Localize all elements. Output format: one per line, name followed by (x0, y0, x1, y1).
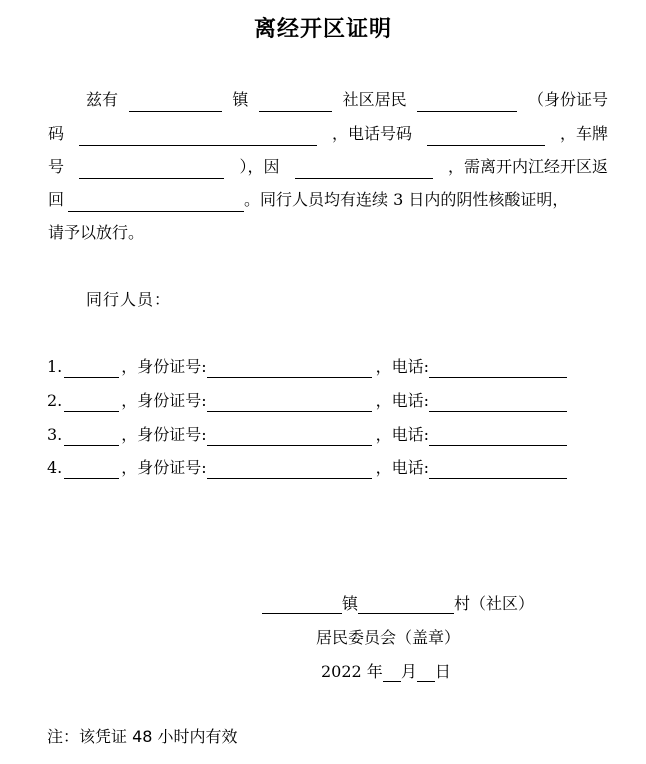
signature-town-blank (262, 596, 342, 614)
phone-label: ，电话: (375, 425, 430, 444)
plate-blank (79, 159, 224, 179)
companion-name-blank (64, 461, 119, 479)
text-resident: 社区居民 (342, 90, 407, 109)
companion-row (47, 390, 567, 412)
companions-heading: 同行人员： (86, 290, 172, 309)
destination-blank (68, 192, 244, 212)
text-zi-you: 兹有 (86, 90, 119, 109)
text-plate-label: ，车牌 (559, 124, 608, 143)
companion-name-blank (64, 428, 119, 446)
paragraph-line-2 (48, 122, 608, 146)
companion-phone-blank (429, 428, 567, 446)
companion-phone-blank (429, 461, 567, 479)
paragraph-line-5 (48, 221, 608, 245)
date-month-label: 月 (400, 662, 417, 681)
date-day-blank (417, 664, 435, 682)
id-number-blank (79, 126, 317, 146)
phone-label: ，电话: (375, 357, 430, 376)
text-id-label: （身份证号 (527, 90, 608, 109)
id-label: ，身份证号: (121, 357, 207, 376)
paragraph-line-1 (48, 88, 608, 112)
id-label: ，身份证号: (121, 425, 207, 444)
document-title: 离经开区证明 (253, 17, 392, 42)
text-leave: ，需离开内江经开区返 (447, 157, 608, 176)
companion-name-blank (64, 394, 119, 412)
text-hui: 回 (48, 190, 65, 209)
companion-id-blank (207, 461, 372, 479)
reason-blank (295, 159, 433, 179)
signature-village-label: 村（社区） (454, 594, 535, 613)
date-day-label: 日 (434, 662, 451, 681)
phone-label: ，电话: (375, 458, 430, 477)
signature-village-blank (358, 596, 454, 614)
id-label: ，身份证号: (121, 391, 207, 410)
companion-row (47, 457, 567, 479)
date-year: 2022 年 (321, 662, 383, 681)
signature-date (321, 659, 451, 682)
paragraph-line-3 (48, 155, 608, 179)
text-ma: 码 (48, 124, 65, 143)
companion-id-blank (207, 394, 372, 412)
phone-blank (427, 126, 545, 146)
companion-id-blank (207, 428, 372, 446)
name-blank (129, 92, 222, 112)
companion-phone-blank (429, 394, 567, 412)
row-number: 3. (47, 425, 63, 444)
town-blank (259, 92, 332, 112)
committee-seal: 居民委员会（盖章） (316, 628, 461, 647)
row-number: 1. (47, 357, 63, 376)
community-blank (417, 92, 517, 112)
paragraph-line-4 (48, 188, 608, 212)
text-reason-label: ），因 (239, 157, 280, 176)
date-month-blank (383, 664, 401, 682)
validity-note: 注：该凭证 48 小时内有效 (47, 727, 238, 746)
row-number: 2. (47, 391, 63, 410)
companion-name-blank (64, 360, 119, 378)
signature-town-line (262, 591, 534, 614)
text-hao: 号 (48, 157, 65, 176)
text-phone-label: ，电话号码 (331, 124, 412, 143)
signature-town-label: 镇 (342, 594, 359, 613)
text-town: 镇 (232, 90, 249, 109)
companion-row (47, 424, 567, 446)
text-please-release: 请予以放行。 (48, 223, 145, 242)
id-label: ，身份证号: (121, 458, 207, 477)
text-test-statement: 。同行人员均有连续 3 日内的阴性核酸证明， (244, 190, 569, 209)
companion-phone-blank (429, 360, 567, 378)
companion-row (47, 356, 567, 378)
companion-id-blank (207, 360, 372, 378)
row-number: 4. (47, 458, 63, 477)
phone-label: ，电话: (375, 391, 430, 410)
